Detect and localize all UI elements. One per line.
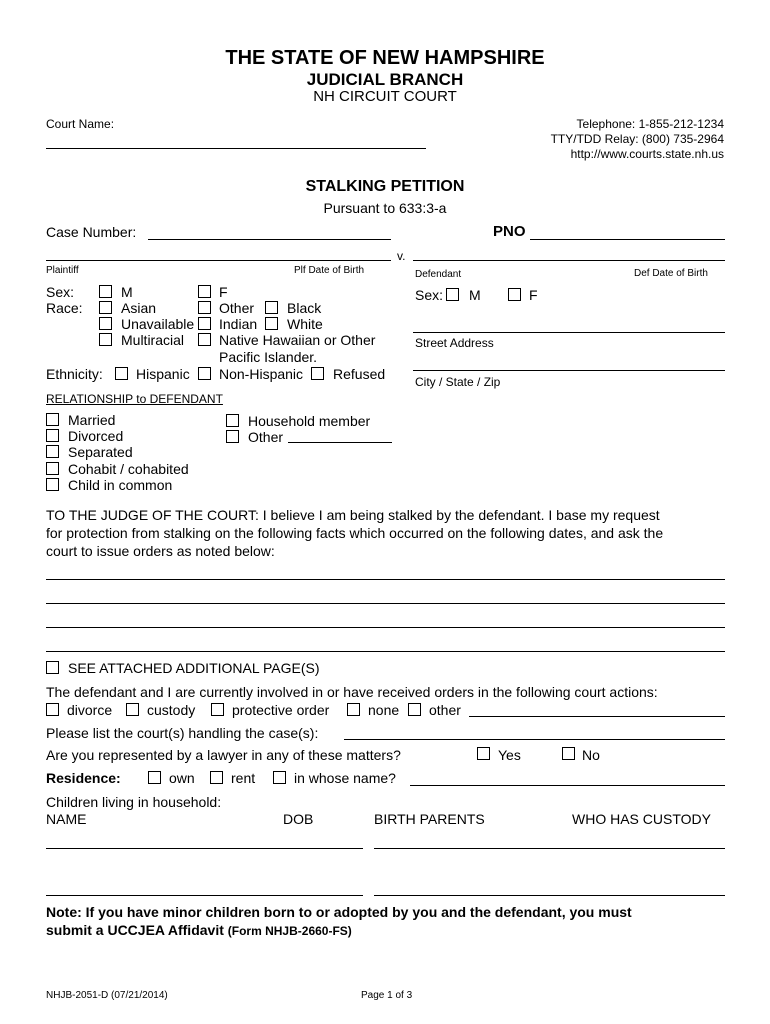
race-other-checkbox[interactable] bbox=[198, 301, 211, 314]
residence-whose-name-checkbox[interactable] bbox=[273, 771, 286, 784]
relationship-household-checkbox[interactable] bbox=[226, 414, 239, 427]
relationship-other-field[interactable] bbox=[288, 442, 392, 443]
versus-label: v. bbox=[397, 249, 406, 263]
race-native-hawaiian-checkbox[interactable] bbox=[198, 333, 211, 346]
telephone: Telephone: 1-855-212-1234 bbox=[576, 117, 724, 131]
race-black-label: Black bbox=[287, 300, 322, 316]
child-name-dob-field[interactable] bbox=[46, 895, 363, 896]
relationship-child-checkbox[interactable] bbox=[46, 478, 59, 491]
plaintiff-sex-m-label: M bbox=[121, 284, 133, 300]
action-custody-checkbox[interactable] bbox=[126, 703, 139, 716]
relationship-separated-checkbox[interactable] bbox=[46, 445, 59, 458]
plaintiff-sex-label: Sex: bbox=[46, 284, 75, 300]
ethnicity-hispanic-label: Hispanic bbox=[136, 366, 190, 382]
state-title: THE STATE OF NEW HAMPSHIRE bbox=[225, 47, 545, 69]
children-heading: Children living in household: bbox=[46, 794, 222, 810]
statement-line-3: court to issue orders as noted below: bbox=[46, 543, 275, 559]
facts-line[interactable] bbox=[46, 603, 725, 604]
lawyer-yes-checkbox[interactable] bbox=[477, 747, 490, 760]
child-parents-custody-field[interactable] bbox=[374, 895, 725, 896]
plaintiff-label: Plaintiff bbox=[46, 265, 79, 276]
race-native-hawaiian-label: Native Hawaiian or Other bbox=[219, 332, 376, 348]
child-name-dob-field[interactable] bbox=[46, 848, 363, 849]
plaintiff-race-label: Race: bbox=[46, 300, 83, 316]
relationship-heading: RELATIONSHIP to DEFENDANT bbox=[46, 392, 223, 406]
ethnicity-refused-checkbox[interactable] bbox=[311, 367, 324, 380]
relationship-separated-label: Separated bbox=[68, 444, 133, 460]
race-white-label: White bbox=[287, 316, 323, 332]
tty-relay: TTY/TDD Relay: (800) 735-2964 bbox=[550, 132, 724, 146]
facts-line[interactable] bbox=[46, 579, 725, 580]
race-asian-checkbox[interactable] bbox=[99, 301, 112, 314]
ethnicity-refused-label: Refused bbox=[333, 366, 386, 382]
plaintiff-sex-m-checkbox[interactable] bbox=[99, 285, 112, 298]
children-col-dob: DOB bbox=[283, 811, 314, 827]
note-form-number: (Form NHJB-2660-FS) bbox=[227, 924, 352, 938]
action-divorce-label: divorce bbox=[67, 702, 113, 718]
defendant-label: Defendant bbox=[415, 269, 462, 280]
residence-own-checkbox[interactable] bbox=[148, 771, 161, 784]
residence-whose-name-label: in whose name? bbox=[294, 770, 396, 786]
relationship-divorced-label: Divorced bbox=[68, 428, 124, 444]
lawyer-no-checkbox[interactable] bbox=[562, 747, 575, 760]
ethnicity-nonhispanic-label: Non-Hispanic bbox=[219, 366, 304, 382]
children-col-custody: WHO HAS CUSTODY bbox=[572, 811, 711, 827]
residence-label: Residence: bbox=[46, 770, 121, 786]
race-white-checkbox[interactable] bbox=[265, 317, 278, 330]
see-attached-checkbox[interactable] bbox=[46, 661, 59, 674]
relationship-other-label: Other bbox=[248, 429, 284, 445]
petition-title: STALKING PETITION bbox=[305, 178, 465, 195]
branch-title: JUDICIAL BRANCH bbox=[306, 70, 464, 89]
race-multiracial-label: Multiracial bbox=[121, 332, 185, 348]
ethnicity-label: Ethnicity: bbox=[46, 366, 103, 382]
defendant-street-field[interactable] bbox=[413, 332, 725, 333]
relationship-other-checkbox[interactable] bbox=[226, 430, 239, 443]
race-unavailable-checkbox[interactable] bbox=[99, 317, 112, 330]
action-none-label: none bbox=[368, 702, 400, 718]
relationship-married-label: Married bbox=[68, 412, 116, 428]
note-line-2 bbox=[46, 922, 352, 938]
race-indian-checkbox[interactable] bbox=[198, 317, 211, 330]
action-other-field[interactable] bbox=[469, 716, 725, 717]
action-protective-checkbox[interactable] bbox=[211, 703, 224, 716]
court-title: NH CIRCUIT COURT bbox=[313, 88, 457, 105]
ethnicity-nonhispanic-checkbox[interactable] bbox=[198, 367, 211, 380]
race-asian-label: Asian bbox=[121, 300, 157, 316]
pno-label: PNO bbox=[493, 223, 526, 240]
race-black-checkbox[interactable] bbox=[265, 301, 278, 314]
pno-field[interactable] bbox=[530, 239, 725, 240]
action-none-checkbox[interactable] bbox=[347, 703, 360, 716]
relationship-divorced-checkbox[interactable] bbox=[46, 429, 59, 442]
relationship-cohabit-label: Cohabit / cohabited bbox=[68, 461, 189, 477]
residence-rent-checkbox[interactable] bbox=[210, 771, 223, 784]
relationship-cohabit-checkbox[interactable] bbox=[46, 462, 59, 475]
case-number-field[interactable] bbox=[148, 239, 391, 240]
race-other-label: Other bbox=[219, 300, 255, 316]
plaintiff-sex-f-label: F bbox=[219, 284, 228, 300]
defendant-sex-f-label: F bbox=[529, 287, 538, 303]
court-url: http://www.courts.state.nh.us bbox=[570, 147, 724, 161]
race-unavailable-label: Unavailable bbox=[121, 316, 195, 332]
statement-line-1: TO THE JUDGE OF THE COURT: I believe I am being stalked by the defendant. I base my request bbox=[46, 507, 660, 523]
note-affidavit: submit a UCCJEA Affidavit bbox=[46, 922, 228, 938]
form-id: NHJB-2051-D (07/21/2014) bbox=[46, 990, 168, 1001]
child-parents-custody-field[interactable] bbox=[374, 848, 725, 849]
see-attached-label: SEE ATTACHED ADDITIONAL PAGE(S) bbox=[68, 660, 320, 676]
action-other-checkbox[interactable] bbox=[408, 703, 421, 716]
race-indian-label: Indian bbox=[219, 316, 258, 332]
defendant-name-field[interactable] bbox=[413, 260, 725, 261]
action-other-label: other bbox=[429, 702, 461, 718]
facts-line[interactable] bbox=[46, 627, 725, 628]
court-name-label: Court Name: bbox=[46, 117, 115, 131]
lawyer-question: Are you represented by a lawyer in any of these matters? bbox=[46, 747, 401, 763]
statement-line-2: for protection from stalking on the following facts which occurred on the following dates, and ask the bbox=[46, 525, 664, 541]
residence-whose-name-field[interactable] bbox=[410, 785, 725, 786]
action-custody-label: custody bbox=[147, 702, 196, 718]
children-col-parents: BIRTH PARENTS bbox=[374, 811, 485, 827]
race-native-hawaiian-label-2: Pacific Islander. bbox=[219, 349, 318, 365]
list-courts-field[interactable] bbox=[344, 739, 725, 740]
case-number-label: Case Number: bbox=[46, 224, 137, 240]
defendant-sex-f-checkbox[interactable] bbox=[508, 288, 521, 301]
lawyer-yes-label: Yes bbox=[498, 747, 521, 763]
action-protective-label: protective order bbox=[232, 702, 330, 718]
defendant-street-label: Street Address bbox=[415, 336, 494, 350]
race-multiracial-checkbox[interactable] bbox=[99, 333, 112, 346]
defendant-sex-m-label: M bbox=[469, 287, 481, 303]
page-number: Page 1 of 3 bbox=[361, 990, 413, 1001]
residence-own-label: own bbox=[169, 770, 195, 786]
defendant-dob-label: Def Date of Birth bbox=[634, 268, 708, 279]
action-divorce-checkbox[interactable] bbox=[46, 703, 59, 716]
court-name-field[interactable] bbox=[46, 148, 426, 149]
defendant-sex-label: Sex: bbox=[415, 287, 444, 303]
court-actions-question: The defendant and I are currently involved in or have received orders in the following court actions: bbox=[46, 684, 658, 700]
facts-line[interactable] bbox=[46, 651, 725, 652]
residence-rent-label: rent bbox=[231, 770, 256, 786]
defendant-sex-m-checkbox[interactable] bbox=[446, 288, 459, 301]
relationship-child-label: Child in common bbox=[68, 477, 173, 493]
plaintiff-sex-f-checkbox[interactable] bbox=[198, 285, 211, 298]
plaintiff-dob-label: Plf Date of Birth bbox=[294, 265, 365, 276]
ethnicity-hispanic-checkbox[interactable] bbox=[115, 367, 128, 380]
relationship-household-label: Household member bbox=[248, 413, 371, 429]
children-col-name: NAME bbox=[46, 811, 87, 827]
defendant-city-field[interactable] bbox=[413, 370, 725, 371]
list-courts-label: Please list the court(s) handling the case(s): bbox=[46, 725, 319, 741]
defendant-city-label: City / State / Zip bbox=[415, 375, 501, 389]
plaintiff-name-field[interactable] bbox=[46, 260, 391, 261]
note-line-1: Note: If you have minor children born to or adopted by you and the defendant, you must bbox=[46, 904, 632, 920]
lawyer-no-label: No bbox=[582, 747, 600, 763]
relationship-married-checkbox[interactable] bbox=[46, 413, 59, 426]
petition-subtitle: Pursuant to 633:3-a bbox=[323, 200, 447, 216]
